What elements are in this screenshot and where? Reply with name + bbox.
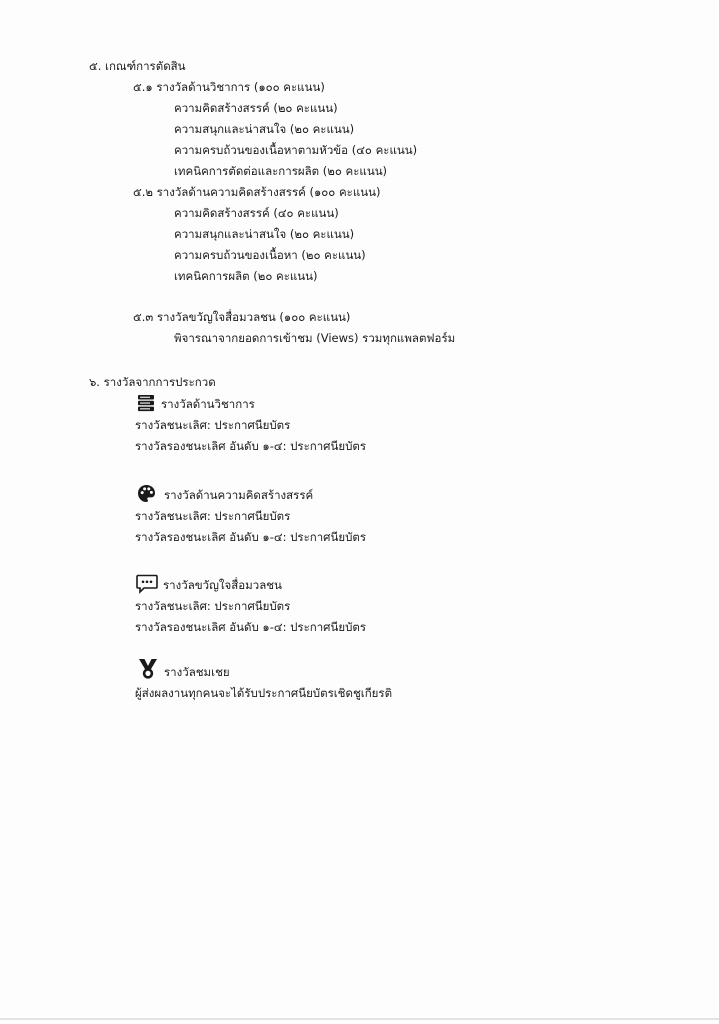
criteria-5-3-item: พิจารณาจากยอดการเข้าชม (Views) รวมทุกแพลตฟอร์ม [174, 331, 456, 345]
criteria-5-1-item: ความคิดสร้างสรรค์ (๒๐ คะแนน) [174, 101, 338, 115]
award-line: รางวัลชนะเลิศ: ประกาศนียบัตร [135, 418, 291, 432]
award-title-media-favorite: รางวัลขวัญใจสื่อมวลชน [163, 578, 282, 592]
criteria-5-1-item: ความสนุกและน่าสนใจ (๒๐ คะแนน) [174, 122, 355, 136]
award-title-academic: รางวัลด้านวิชาการ [161, 397, 255, 411]
award-title-honorable-mention: รางวัลชมเชย [164, 665, 230, 679]
books-icon [137, 394, 155, 412]
criteria-5-1-title: ๕.๑ รางวัลด้านวิชาการ (๑๐๐ คะแนน) [133, 80, 325, 94]
criteria-5-2-title: ๕.๒ รางวัลด้านความคิดสร้างสรรค์ (๑๐๐ คะแนน) [133, 185, 381, 199]
page-edge-divider [0, 1018, 719, 1020]
award-line: รางวัลรองชนะเลิศ อันดับ ๑-๔: ประกาศนียบัตร [135, 620, 367, 634]
criteria-5-1-item: เทคนิคการตัดต่อและการผลิต (๒๐ คะแนน) [174, 164, 388, 178]
award-title-creativity: รางวัลด้านความคิดสร้างสรรค์ [164, 488, 314, 502]
award-line: ผู้ส่งผลงานทุกคนจะได้รับประกาศนียบัตรเชิดชูเกียรติ [135, 686, 393, 700]
award-line: รางวัลชนะเลิศ: ประกาศนียบัตร [135, 509, 291, 523]
section5-heading: ๕. เกณฑ์การตัดสิน [89, 59, 186, 73]
criteria-5-2-item: เทคนิคการผลิต (๒๐ คะแนน) [174, 269, 318, 283]
criteria-5-2-item: ความสนุกและน่าสนใจ (๒๐ คะแนน) [174, 227, 355, 241]
medal-icon [138, 658, 158, 680]
criteria-5-2-item: ความครบถ้วนของเนื้อหา (๒๐ คะแนน) [174, 248, 366, 262]
award-line: รางวัลรองชนะเลิศ อันดับ ๑-๔: ประกาศนียบัตร [135, 439, 367, 453]
criteria-5-2-item: ความคิดสร้างสรรค์ (๔๐ คะแนน) [174, 206, 339, 220]
section6-heading: ๖. รางวัลจากการประกวด [89, 375, 216, 389]
award-line: รางวัลรองชนะเลิศ อันดับ ๑-๔: ประกาศนียบัตร [135, 530, 367, 544]
award-line: รางวัลชนะเลิศ: ประกาศนียบัตร [135, 599, 291, 613]
speech-bubble-icon [136, 574, 158, 594]
criteria-5-3-title: ๕.๓ รางวัลขวัญใจสื่อมวลชน (๑๐๐ คะแนน) [133, 310, 351, 324]
palette-icon [137, 484, 156, 503]
criteria-5-1-item: ความครบถ้วนของเนื้อหาตามหัวข้อ (๔๐ คะแนน) [174, 143, 418, 157]
